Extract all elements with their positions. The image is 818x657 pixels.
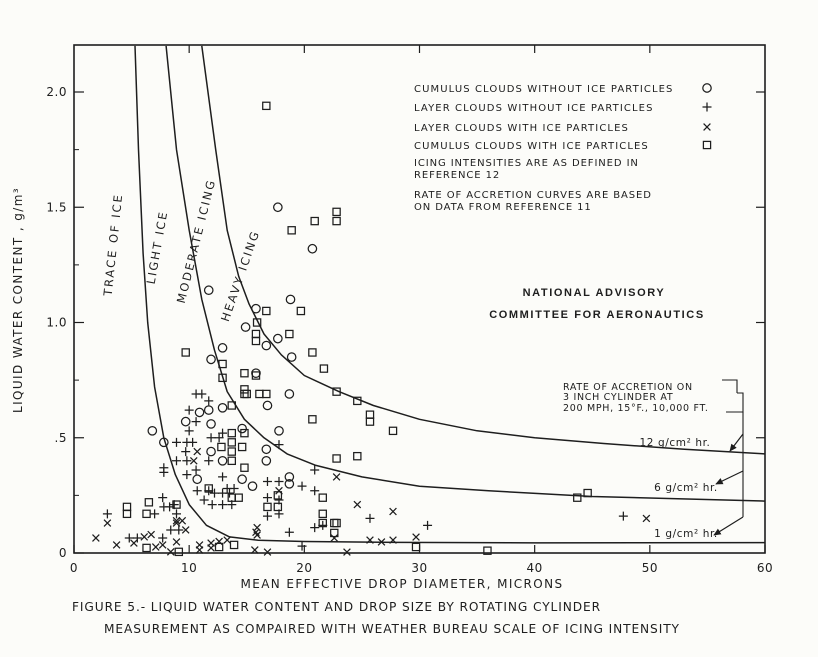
data-point-square: [252, 372, 259, 379]
data-point-square: [331, 519, 338, 526]
data-point-square: [389, 427, 396, 434]
arrow-to-12-curve: [730, 434, 743, 451]
legend-note-accretion-1: RATE OF ACCRETION CURVES ARE BASED: [414, 190, 652, 201]
data-point-circle: [218, 344, 226, 352]
data-point-square: [263, 390, 270, 397]
data-point-plus: [188, 438, 197, 447]
data-point-circle: [252, 304, 260, 312]
data-point-x: [148, 531, 155, 538]
data-point-plus: [230, 484, 239, 493]
zone-label-light-ice: LIGHT ICE: [143, 209, 171, 286]
data-point-plus: [208, 500, 217, 509]
data-point-plus: [181, 447, 190, 456]
data-point-circle: [218, 404, 226, 412]
data-point-square: [333, 208, 340, 215]
data-point-plus: [298, 542, 307, 551]
data-point-x: [264, 549, 271, 556]
data-point-circle: [238, 475, 246, 483]
zone-label-moderate-icing: MODERATE ICING: [173, 177, 219, 305]
figure-caption-line2: MEASUREMENT AS COMPAIRED WITH WEATHER BUREAU SCALE OF ICING INTENSITY: [104, 622, 680, 636]
data-point-square: [235, 494, 242, 501]
data-point-square: [264, 503, 271, 510]
zone-label-trace-of-ice: TRACE OF ICE: [100, 192, 126, 297]
y-axis-title: LIQUID WATER CONTENT , g/m³: [11, 186, 25, 414]
data-point-x: [104, 520, 111, 527]
data-point-square: [256, 390, 263, 397]
data-point-square: [333, 217, 340, 224]
data-point-circle: [238, 424, 246, 432]
x-tick-label: 50: [641, 561, 658, 575]
data-point-x: [182, 527, 189, 534]
data-point-plus: [185, 426, 194, 435]
data-point-circle: [308, 245, 316, 253]
data-point-plus: [182, 456, 191, 465]
data-point-x: [643, 515, 650, 522]
naca-credit-line2: COMMITTEE FOR AERONAUTICS: [489, 309, 705, 321]
data-point-x: [159, 542, 166, 549]
data-point-circle: [274, 334, 282, 342]
data-point-circle: [248, 482, 256, 490]
data-point-square: [333, 455, 340, 462]
data-point-square: [412, 543, 419, 550]
data-point-plus: [204, 396, 213, 405]
zone-label-heavy-icing: HEAVY ICING: [217, 228, 263, 324]
accretion-curve: [166, 46, 765, 501]
data-point-circle: [252, 369, 260, 377]
data-point-circle: [193, 475, 201, 483]
data-point-circle: [182, 417, 190, 425]
data-point-square: [311, 217, 318, 224]
data-point-plus: [172, 456, 181, 465]
data-point-plus: [150, 509, 159, 518]
data-point-square: [263, 307, 270, 314]
x-tick-label: 10: [181, 561, 198, 575]
data-point-square: [320, 365, 327, 372]
series-square: [123, 102, 591, 555]
curve-label-1: 1 g/cm² hr.: [654, 528, 718, 540]
data-point-plus: [210, 489, 219, 498]
legend-note-accretion-2: ON DATA FROM REFERENCE 11: [414, 202, 592, 213]
data-point-plus: [274, 440, 283, 449]
data-point-plus: [310, 486, 319, 495]
x-tick-label: 20: [296, 561, 313, 575]
data-point-plus: [423, 521, 432, 530]
data-point-plus: [263, 477, 272, 486]
data-point-plus: [218, 472, 227, 481]
data-point-square: [145, 499, 152, 506]
legend-item-layer-no-ice: LAYER CLOUDS WITHOUT ICE PARTICLES: [414, 103, 654, 114]
data-point-x: [113, 542, 120, 549]
data-point-x: [141, 533, 148, 540]
data-point-plus: [166, 525, 175, 534]
x-tick-label: 40: [526, 561, 543, 575]
data-point-square: [228, 439, 235, 446]
legend-symbol-square: [703, 141, 710, 148]
data-point-square: [286, 330, 293, 337]
legend-symbol-circle: [703, 84, 711, 92]
figure-caption-line1: FIGURE 5.- LIQUID WATER CONTENT AND DROP SIZE BY ROTATING CYLINDER: [72, 600, 601, 614]
rate-annotation-line3: 200 MPH, 15°F., 10,000 FT.: [563, 403, 709, 414]
data-point-x: [130, 540, 137, 547]
data-point-circle: [207, 355, 215, 363]
data-point-square: [143, 510, 150, 517]
data-point-circle: [195, 408, 203, 416]
data-point-circle: [148, 427, 156, 435]
data-point-plus: [225, 489, 234, 498]
rate-annotation-bracket-top: [722, 380, 737, 393]
data-point-x: [190, 457, 197, 464]
data-point-plus: [103, 509, 112, 518]
data-point-circle: [286, 295, 294, 303]
data-point-x: [208, 545, 215, 552]
data-point-x: [354, 501, 361, 508]
legend-note-icing-1: ICING INTENSITIES ARE AS DEFINED IN: [414, 158, 639, 169]
data-point-plus: [274, 477, 283, 486]
data-point-plus: [619, 512, 628, 521]
data-point-x: [413, 534, 420, 541]
data-point-square: [366, 418, 373, 425]
data-point-plus: [197, 389, 206, 398]
y-tick-label: 2.0: [46, 85, 67, 99]
y-tick-label: 1.0: [46, 315, 67, 330]
data-point-circle: [205, 286, 213, 294]
legend-marker-symbols: [703, 84, 712, 149]
data-point-circle: [262, 457, 270, 465]
data-point-plus: [172, 438, 181, 447]
data-point-plus: [263, 512, 272, 521]
data-point-x: [194, 448, 201, 455]
data-point-square: [319, 494, 326, 501]
data-point-square: [354, 453, 361, 460]
data-point-square: [288, 227, 295, 234]
data-point-plus: [185, 406, 194, 415]
x-tick-label: 0: [69, 561, 79, 575]
data-point-square: [241, 464, 248, 471]
arrow-to-1-curve: [714, 517, 743, 535]
data-point-square: [182, 349, 189, 356]
rate-annotation-line1: RATE OF ACCRETION ON: [563, 382, 693, 393]
data-point-circle: [241, 323, 249, 331]
data-point-square: [228, 430, 235, 437]
data-point-square: [252, 337, 259, 344]
legend-note-icing-2: REFERENCE 12: [414, 170, 501, 181]
data-point-square: [252, 330, 259, 337]
data-point-square: [297, 307, 304, 314]
data-point-circle: [205, 406, 213, 414]
data-point-plus: [193, 486, 202, 495]
data-point-square: [228, 448, 235, 455]
arrow-to-6-curve: [716, 471, 743, 484]
data-point-square: [241, 370, 248, 377]
data-point-plus: [158, 493, 167, 502]
data-point-square: [319, 510, 326, 517]
data-point-square: [230, 541, 237, 548]
data-point-plus: [192, 466, 201, 475]
x-tick-label: 60: [756, 561, 774, 575]
x-tick-label: 30: [411, 561, 428, 575]
legend-item-cumulus-no-ice: CUMULUS CLOUDS WITHOUT ICE PARTICLES: [414, 84, 674, 95]
data-point-square: [241, 390, 248, 397]
data-point-square: [309, 416, 316, 423]
rate-annotation-bracket-bottom: [726, 393, 743, 412]
y-tick-label: 0: [58, 546, 67, 560]
data-point-plus: [192, 417, 201, 426]
data-point-square: [123, 503, 130, 510]
data-point-square: [239, 443, 246, 450]
data-point-square: [309, 349, 316, 356]
x-axis-title: MEAN EFFECTIVE DROP DIAMETER, MICRONS: [240, 577, 564, 591]
data-point-x: [344, 549, 351, 556]
data-point-square: [228, 457, 235, 464]
data-point-x: [173, 539, 180, 546]
data-point-plus: [365, 514, 374, 523]
data-point-square: [241, 386, 248, 393]
data-point-plus: [174, 525, 183, 534]
data-point-circle: [287, 353, 295, 361]
y-tick-label: .5: [54, 430, 67, 445]
legend-item-cumulus-ice: CUMULUS CLOUDS WITH ICE PARTICLES: [414, 141, 649, 152]
data-point-circle: [274, 203, 282, 211]
data-point-x: [167, 548, 174, 555]
data-point-x: [331, 535, 338, 542]
data-point-x: [92, 535, 99, 542]
data-point-circle: [207, 420, 215, 428]
data-point-x: [152, 544, 159, 551]
naca-credit-line1: NATIONAL ADVISORY: [522, 287, 666, 299]
rate-annotation-line2: 3 INCH CYLINDER AT: [563, 392, 674, 403]
data-point-square: [123, 510, 130, 517]
data-point-plus: [310, 523, 319, 532]
curve-label-12: 12 g/cm² hr.: [639, 437, 711, 449]
data-point-x: [224, 537, 231, 544]
data-point-x: [333, 474, 340, 481]
data-point-plus: [133, 534, 142, 543]
series-plus: [103, 389, 628, 550]
data-point-square: [243, 390, 250, 397]
data-point-plus: [218, 500, 227, 509]
data-point-circle: [262, 341, 270, 349]
legend-item-layer-ice: LAYER CLOUDS WITH ICE PARTICLES: [414, 123, 629, 134]
data-point-plus: [158, 534, 167, 543]
data-point-plus: [285, 528, 294, 537]
data-point-square: [218, 443, 225, 450]
data-point-square: [333, 519, 340, 526]
data-point-plus: [204, 456, 213, 465]
data-point-circle: [275, 427, 283, 435]
data-point-plus: [310, 466, 319, 475]
data-point-plus: [207, 433, 216, 442]
data-point-square: [175, 548, 182, 555]
data-point-plus: [159, 468, 168, 477]
data-point-square: [263, 102, 270, 109]
data-point-square: [274, 503, 281, 510]
axis-tick-labels: [46, 85, 773, 575]
data-point-plus: [200, 495, 209, 504]
series-circle: [148, 203, 316, 490]
data-point-circle: [263, 401, 271, 409]
data-point-x: [254, 524, 261, 531]
data-point-square: [143, 544, 150, 551]
data-point-plus: [263, 493, 272, 502]
legend-symbol-x: [704, 124, 711, 131]
data-point-plus: [172, 509, 181, 518]
data-point-square: [366, 411, 373, 418]
curve-label-6: 6 g/cm² hr.: [654, 482, 718, 494]
data-point-circle: [262, 445, 270, 453]
data-point-circle: [207, 447, 215, 455]
legend-symbol-plus: [703, 103, 712, 112]
data-point-plus: [182, 470, 191, 479]
data-point-x: [179, 517, 186, 524]
data-point-plus: [298, 482, 307, 491]
y-tick-label: 1.5: [46, 200, 67, 215]
data-point-x: [390, 508, 397, 515]
data-point-circle: [285, 390, 293, 398]
scatter-points: [92, 102, 649, 555]
data-point-circle: [218, 457, 226, 465]
